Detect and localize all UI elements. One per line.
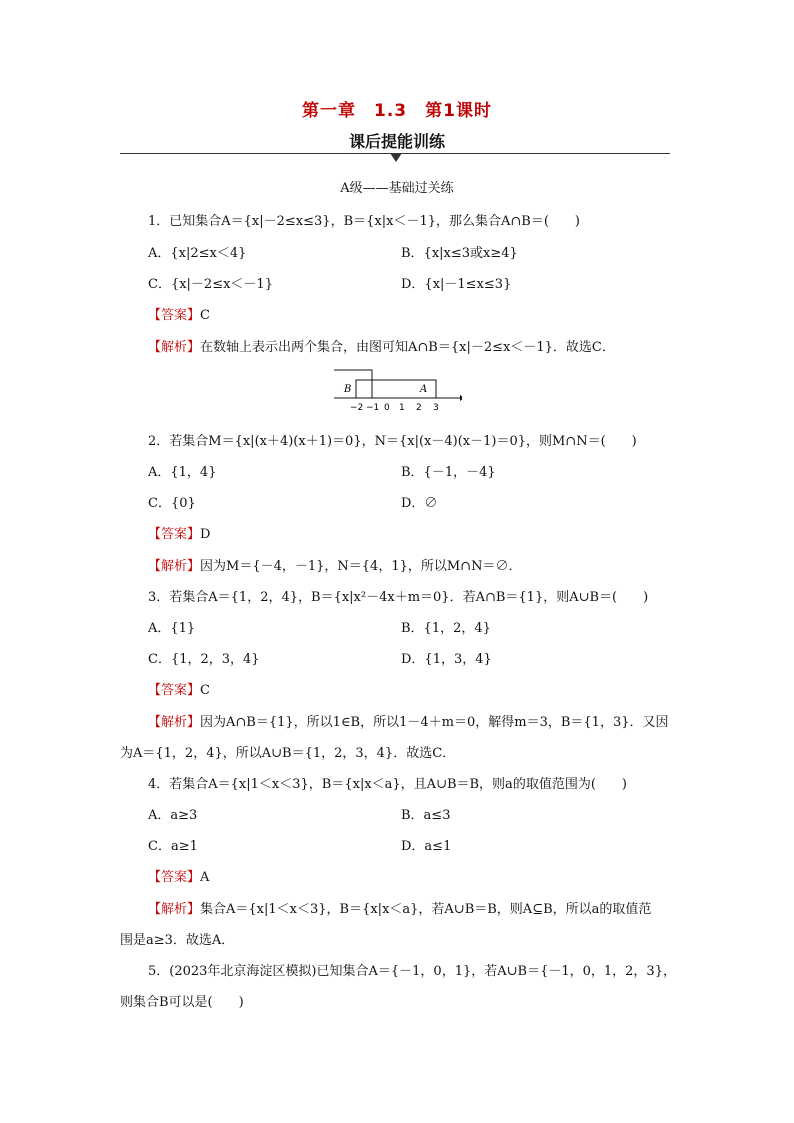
analysis-label: 【解析】 — [148, 902, 201, 917]
answer-value: C — [200, 683, 210, 698]
question-1-option-d: D．{x|－1≤x≤3} — [401, 277, 512, 292]
question-3-analysis-cont: 为A＝{1，2，4}，所以A∪B＝{1，2，3，4}．故选C． — [120, 746, 456, 761]
arrow-right-icon — [460, 395, 462, 401]
question-1-option-c: C．{x|－2≤x＜－1} — [148, 277, 273, 292]
question-4-option-b: B．a≤3 — [401, 808, 451, 823]
question-5-stem-cont: 则集合B可以是( ) — [120, 995, 244, 1010]
analysis-text: 在数轴上表示出两个集合，由图可知A∩B＝{x|－2≤x＜－1}．故选C． — [200, 340, 615, 355]
tick-label: 1 — [399, 403, 405, 413]
triangle-down-icon — [390, 153, 402, 162]
question-3-stem: 3．若集合A＝{1，2，4}，B＝{x|x²－4x＋m＝0}．若A∩B＝{1}，则A∪B＝( ) — [148, 590, 649, 605]
question-2-analysis — [148, 555, 521, 574]
question-4-answer — [148, 866, 209, 885]
question-2-option-d: D．∅ — [401, 496, 438, 511]
question-3-option-a: A．{1} — [148, 621, 196, 636]
answer-value: C — [200, 308, 210, 323]
question-1-option-a: A．{x|2≤x＜4} — [148, 246, 247, 261]
question-5-stem: 5．(2023年北京海淀区模拟)已知集合A＝{－1，0，1}，若A∪B＝{－1，0，1，2，3}， — [148, 964, 676, 979]
question-2-stem: 2．若集合M＝{x|(x＋4)(x＋1)＝0}，N＝{x|(x－4)(x－1)＝0}，则M∩N＝( ) — [148, 434, 637, 449]
chapter-title: 第一章 1.3 第1课时 — [302, 101, 492, 121]
answer-label: 【答案】 — [148, 308, 201, 323]
number-line-figure — [332, 368, 462, 416]
analysis-label: 【解析】 — [148, 340, 201, 355]
question-1-stem: 1．已知集合A＝{x|－2≤x≤3}，B＝{x|x＜－1}，那么集合A∩B＝( ) — [148, 214, 580, 229]
analysis-text: 集合A＝{x|1＜x＜3}，B＝{x|x＜a}，若A∪B＝B，则A⊆B，所以a的取值范 — [200, 902, 652, 917]
question-4-option-a: A．a≥3 — [148, 808, 198, 823]
question-3-answer — [148, 679, 210, 698]
question-3-analysis — [148, 711, 669, 730]
analysis-label: 【解析】 — [148, 559, 201, 574]
answer-value: A — [200, 870, 210, 885]
answer-value: D — [200, 527, 211, 542]
question-2-option-c: C．{0} — [148, 496, 196, 511]
question-3-option-c: C．{1，2，3，4} — [148, 652, 260, 667]
page-subtitle: 课后提能训练 — [348, 132, 445, 151]
set-a-label: A — [420, 384, 428, 395]
question-2-answer — [148, 523, 210, 542]
question-2-option-b: B．{－1，－4} — [401, 465, 496, 480]
question-1-option-b: B．{x|x≤3或x≥4} — [401, 246, 518, 261]
question-3-option-b: B．{1，2，4} — [401, 621, 491, 636]
tick-label: 0 — [384, 403, 390, 413]
answer-label: 【答案】 — [148, 527, 201, 542]
tick-label: 3 — [433, 403, 439, 413]
question-1-answer — [148, 304, 210, 323]
tick-label: 2 — [416, 403, 422, 413]
question-1-analysis — [148, 336, 615, 355]
question-2-option-a: A．{1，4} — [148, 465, 217, 480]
analysis-text: 因为M＝{－4，－1}，N＝{4，1}，所以M∩N＝∅． — [200, 559, 522, 574]
analysis-text: 因为A∩B＝{1}，所以1∈B，所以1－4＋m＝0，解得m＝3，B＝{1，3}．又因 — [200, 715, 669, 730]
tick-label: −1 — [366, 403, 380, 413]
question-3-option-d: D．{1，3，4} — [401, 652, 492, 667]
tick-label: −2 — [350, 403, 364, 413]
question-4-option-c: C．a≥1 — [148, 839, 198, 854]
set-b-bracket — [334, 370, 372, 398]
answer-label: 【答案】 — [148, 870, 201, 885]
question-4-option-d: D．a≤1 — [401, 839, 452, 854]
question-4-stem: 4．若集合A＝{x|1＜x＜3}，B＝{x|x＜a}，且A∪B＝B，则a的取值范围为( ) — [148, 777, 627, 792]
question-4-analysis — [148, 898, 651, 917]
answer-label: 【答案】 — [148, 683, 201, 698]
question-4-analysis-cont: 围是a≥3．故选A． — [120, 933, 235, 948]
section-heading: A级——基础过关练 — [340, 181, 454, 196]
set-b-label: B — [344, 384, 352, 395]
analysis-label: 【解析】 — [148, 715, 201, 730]
